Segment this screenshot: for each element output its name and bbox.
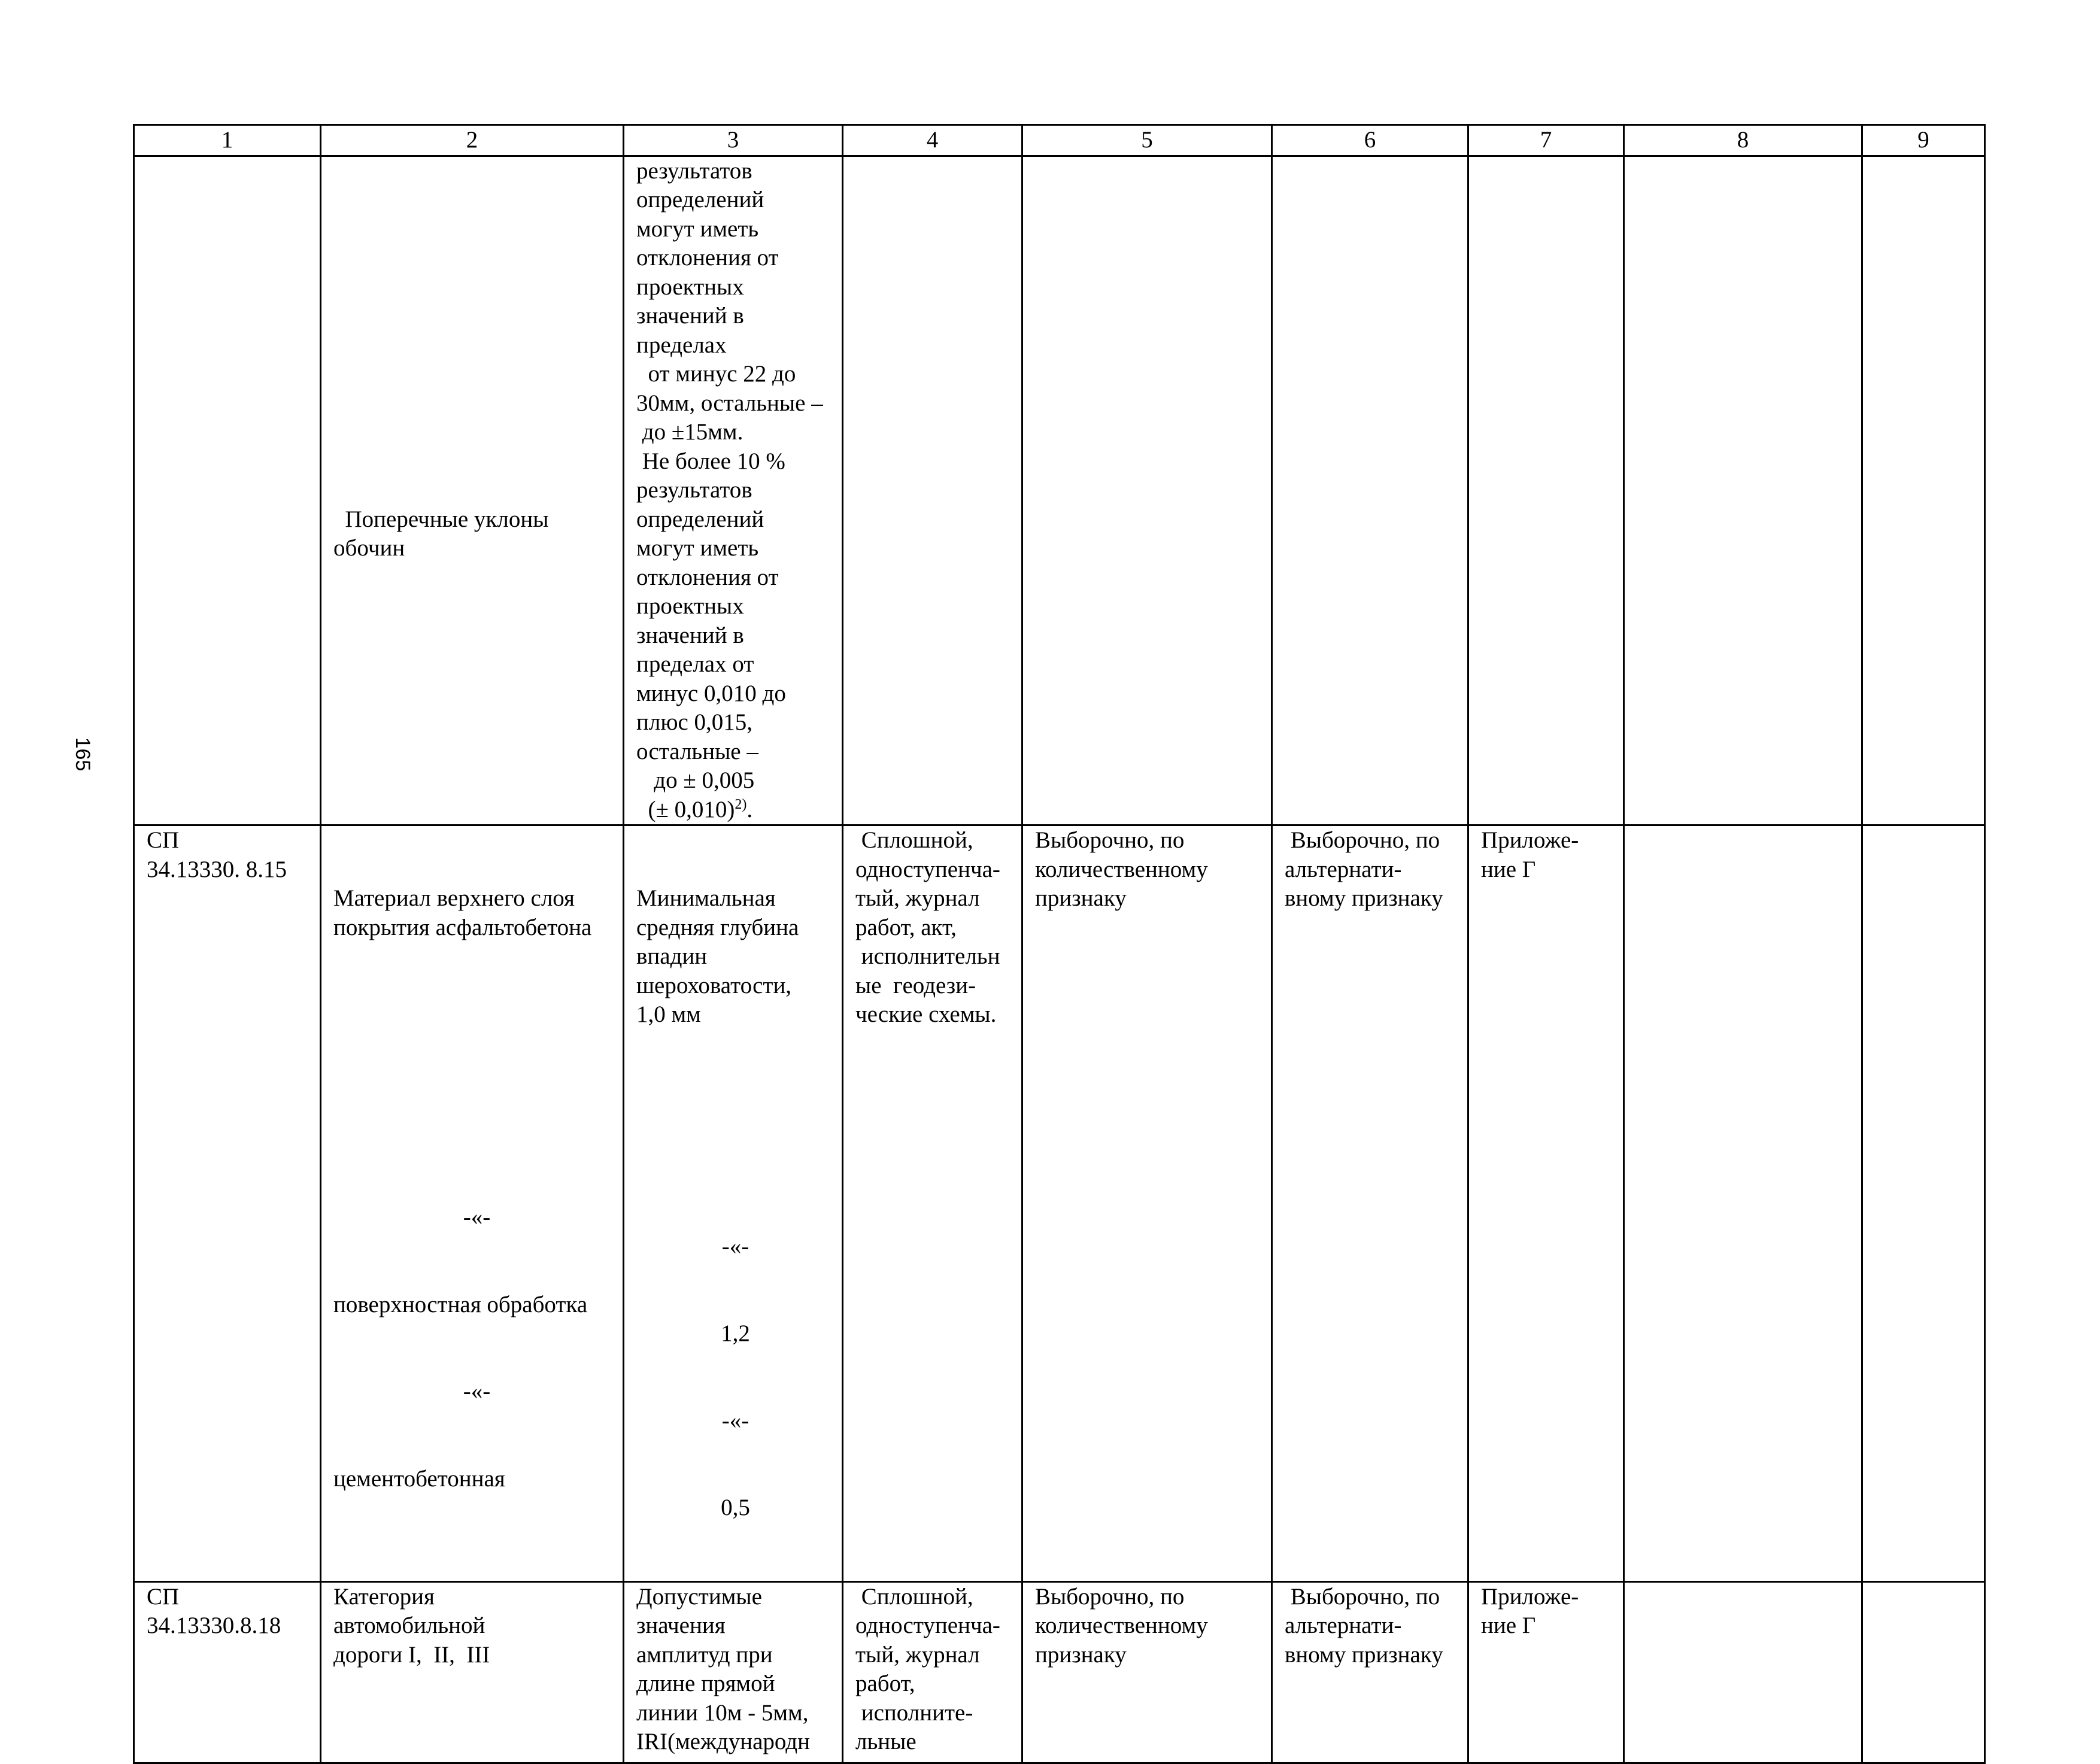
header-col-1: 1 (134, 125, 321, 156)
header-col-6: 6 (1272, 125, 1468, 156)
cell-sampling-plan: Выборочно, по количественному признаку (1022, 825, 1272, 1582)
header-col-8: 8 (1624, 125, 1862, 156)
table-row (134, 825, 1985, 1582)
header-row (134, 125, 1985, 156)
spacer (333, 1000, 620, 1145)
requirement-end: . (746, 796, 753, 822)
cell-sampling-plan: Выборочно, по количественному признаку (1022, 1581, 1272, 1763)
cell-sampling-plan (1022, 156, 1272, 825)
ditto-mark: -«- (463, 1204, 491, 1230)
cell-norm-ref: СП 34.13330.8.18 (134, 1581, 321, 1763)
requirement-text: Минимальная средняя глубина впадин шероховатости, 1,0 мм (636, 885, 799, 1027)
cell-appendix (1468, 156, 1624, 825)
cell-col8 (1624, 1581, 1862, 1763)
cell-parameter (321, 156, 624, 825)
table-row (134, 1581, 1985, 1763)
cell-parameter (321, 825, 624, 1582)
header-col-5: 5 (1022, 125, 1272, 156)
cell-col9 (1862, 156, 1985, 825)
table-row (134, 156, 1985, 825)
parameter-text: Поперечные уклоны обочин (333, 506, 549, 561)
sub-parameter: цементобетонная (333, 1465, 505, 1492)
cell-control-method: Сплошной, одноступенча- тый, журнал работ, исполните- льные (843, 1581, 1022, 1763)
cell-norm-ref: СП 34.13330. 8.15 (134, 825, 321, 1582)
ditto-mark: -«- (721, 1233, 749, 1259)
cell-requirement: Допустимые значения амплитуд при длине прямой линии 10м - 5мм, IRI(международн (624, 1581, 843, 1763)
cell-acceptance: Выборочно, по альтернати- вному признаку (1272, 825, 1468, 1582)
cell-col8 (1624, 156, 1862, 825)
requirement-value: 0,5 (721, 1495, 750, 1520)
sub-parameter: поверхностная обработка (333, 1291, 588, 1317)
ditto-mark: -«- (463, 1379, 491, 1404)
header-col-3: 3 (624, 125, 843, 156)
cell-requirement (624, 156, 843, 825)
header-col-2: 2 (321, 125, 624, 156)
cell-col9 (1862, 1581, 1985, 1763)
requirement-text: результатов определений могут иметь отклонения от проектных значений в пределах от минус 22 до 30мм, остальные – до ±15мм. Не более 10 % результатов определений могут иметь отклонения от проектных значений в пределах от минус 0,010 до плюс 0,015, остальные – до ± 0,005 (± 0,010) (636, 157, 823, 822)
requirement-value: 1,2 (721, 1320, 750, 1346)
page-number: 165 (71, 737, 95, 772)
cell-acceptance: Выборочно, по альтернати- вному признаку (1272, 1581, 1468, 1763)
header-col-4: 4 (843, 125, 1022, 156)
header-col-9: 9 (1862, 125, 1985, 156)
ditto-mark: -«- (721, 1407, 749, 1434)
header-col-7: 7 (1468, 125, 1624, 156)
cell-requirement (624, 825, 843, 1582)
cell-col9 (1862, 825, 1985, 1582)
parameter-text: Материал верхнего слоя покрытия асфальтобетона (333, 885, 592, 940)
cell-appendix: Приложе- ние Г (1468, 1581, 1624, 1763)
cell-norm-ref (134, 156, 321, 825)
cell-parameter: Категория автомобильной дороги I, II, III (321, 1581, 624, 1763)
footnote-mark: 2) (735, 796, 747, 812)
cell-control-method (843, 156, 1022, 825)
cell-col8 (1624, 825, 1862, 1582)
cell-control-method: Сплошной, одноступенча- тый, журнал работ, акт, исполнительн ые геодези- ческие схемы. (843, 825, 1022, 1582)
cell-appendix: Приложе- ние Г (1468, 825, 1624, 1582)
requirements-table (133, 124, 1986, 1764)
cell-acceptance (1272, 156, 1468, 825)
spacer (636, 1088, 834, 1174)
